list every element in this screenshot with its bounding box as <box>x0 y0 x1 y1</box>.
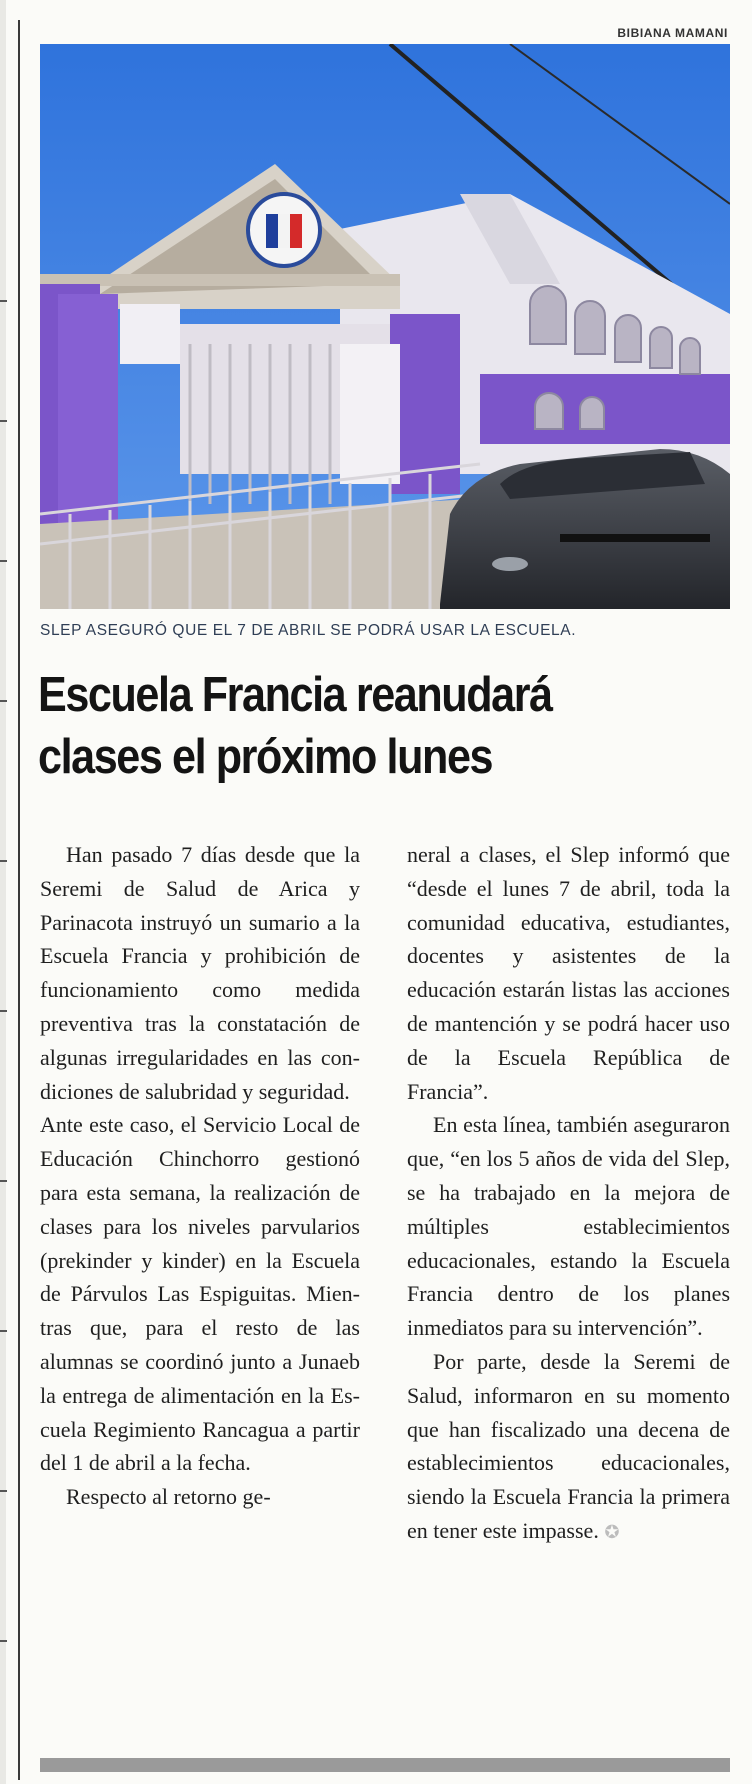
paragraph-3: neral a clases, el Slep informó que “desde el lunes 7 de abril, toda la comunidad educativa, estudiantes, docentes y asistentes de la educación estarán listas las acciones de mantención y se podrá hacer uso de la Escuela República de Francia”. <box>407 842 730 1104</box>
paragraph-2: Ante este caso, el Servicio Local de Educación Chinchorro gestionó para esta semana, la realización de clases para los niveles parvularios (prekinder y kinder) en la Escuela de Párvulos Las Espiguitas. Mientras que, para el resto de las alumnas se coordinó junto a Junaeb la entrega de alimentación en la Escuela Regimiento Rancagua a partir del 1 de abril a la fecha. <box>40 1112 360 1476</box>
paragraph-1: Han pasado 7 días desde que la Seremi de Salud de Arica y Parinacota instruyó un sumario a la Escuela Francia y prohibición de funcionamiento como medida preventiva tras la constatación de algunas irregularidades en las condiciones de salubridad y seguridad. <box>40 842 360 1104</box>
headline-line-1: Escuela Francia reanudará <box>38 668 552 722</box>
article-photo <box>40 44 730 609</box>
column-divider-rule <box>18 20 20 1780</box>
page-footer-bar <box>40 1758 730 1772</box>
school-building-illustration <box>40 44 730 609</box>
article-column-right <box>407 838 730 1550</box>
headline-line-2: clases el próximo lunes <box>38 730 493 784</box>
article-headline <box>38 664 742 788</box>
photo-credit: BIBIANA MAMANI <box>617 26 728 40</box>
paragraph-4: En esta línea, también aseguraron que, “en los 5 años de vida del Slep, se ha trabajado en la mejora de múltiples establecimientos educacionales, estando la Escuela Francia dentro de los planes inmediatos para su intervención”. <box>407 1112 730 1341</box>
paragraph-5-wrapper <box>407 1345 730 1550</box>
article-column-left <box>40 838 360 1514</box>
adjacent-page-marks <box>0 0 8 1784</box>
paragraph-5: Por parte, desde la Seremi de Salud, informaron en su momento que han fiscalizado una decena de establecimientos educacionales, siendo la Escuela Francia la primera en tener este impasse. <box>407 1348 730 1543</box>
photo-caption: SLEP ASEGURÓ QUE EL 7 DE ABRIL SE PODRÁ USAR LA ESCUELA. <box>40 622 577 639</box>
paragraph-3-start: Respecto al retorno ge- <box>66 1484 271 1510</box>
end-star-icon: ✪ <box>604 1521 620 1543</box>
